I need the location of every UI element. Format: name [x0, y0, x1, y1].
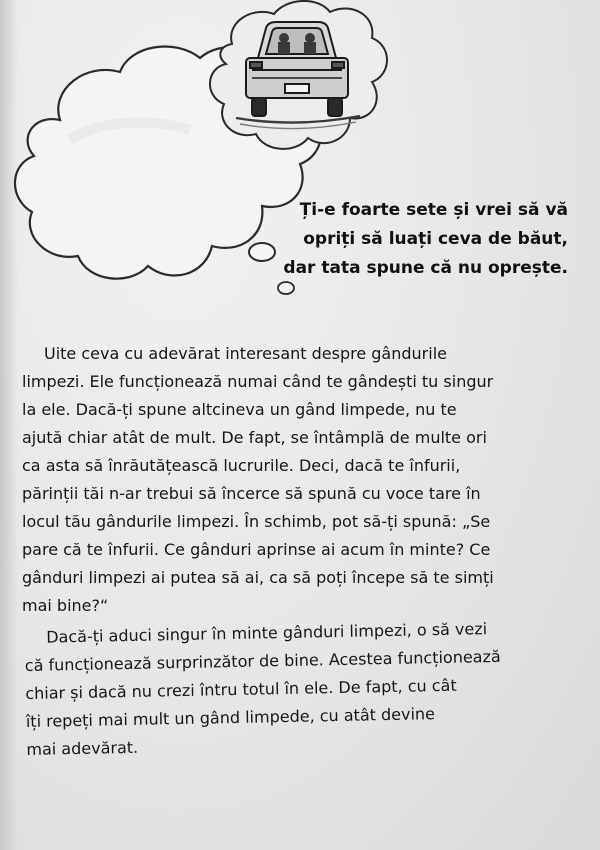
paragraph-line: că funcționează surprinzător de bine. Acestea funcționează — [24, 646, 501, 675]
paragraph-line: gânduri limpezi ai putea să ai, ca să poți începe să te simți — [22, 568, 494, 587]
paragraph-line: părinții tăi n-ar trebui să încerce să spună cu voce tare în — [22, 484, 481, 503]
paragraph-1 — [22, 340, 578, 620]
paragraph-line: ajută chiar atât de mult. De fapt, se întâmplă de multe ori — [22, 428, 487, 447]
paragraph-2 — [24, 613, 583, 764]
paragraph-line: la ele. Dacă-ți spune altcineva un gând limpede, nu te — [22, 400, 457, 419]
caption-line: opriți să luați ceva de băut, — [303, 229, 568, 249]
paragraph-line: Uite ceva cu adevărat interesant despre gândurile — [44, 344, 447, 363]
paragraph-line: mai adevărat. — [26, 737, 139, 759]
thought-trail-bubble — [278, 282, 294, 294]
caption-line: Ți-e foarte sete și vrei să vă — [299, 200, 568, 220]
paragraph-line: mai bine?“ — [22, 596, 109, 615]
paragraph-line: chiar și dacă nu crezi întru totul în ele. De fapt, cu cât — [25, 675, 457, 703]
illustration-caption — [268, 196, 568, 283]
paragraph-line: limpezi. Ele funcționează numai când te gândești tu singur — [22, 372, 494, 391]
caption-line: dar tata spune că nu oprește. — [283, 258, 568, 278]
paragraph-line: îți repeți mai mult un gând limpede, cu atât devine — [25, 704, 436, 731]
paragraph-line: locul tău gândurile limpezi. În schimb, pot să-ți spună: „Se — [22, 512, 491, 531]
paragraph-line: pare că te înfurii. Ce gânduri aprinse ai acum în minte? Ce — [22, 540, 491, 559]
paragraph-line: ca asta să înrăutățească lucrurile. Deci, dacă te înfurii, — [22, 456, 461, 475]
paragraph-line: Dacă-ți aduci singur în minte gânduri limpezi, o să vezi — [46, 619, 488, 647]
